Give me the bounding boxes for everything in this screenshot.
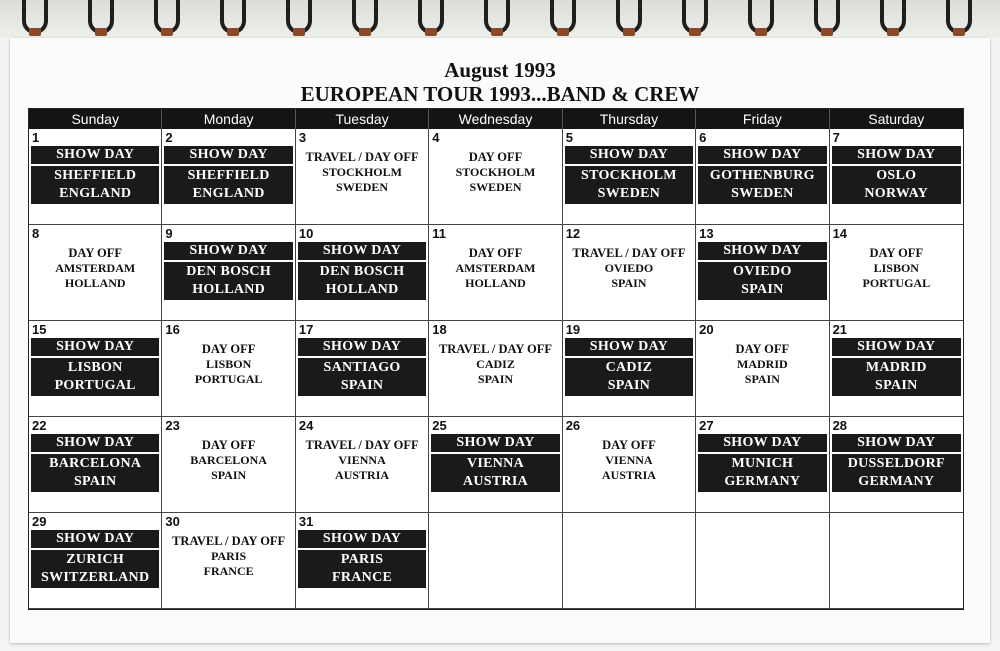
day-number: 23 (165, 418, 180, 433)
country-name: SPAIN (611, 276, 647, 290)
day-number: 9 (165, 226, 173, 241)
show-location (298, 550, 426, 588)
binding-ring (154, 0, 180, 34)
city-name: LISBON (205, 357, 252, 371)
off-day-details (162, 530, 294, 579)
binding-ring (814, 0, 840, 34)
show-location (698, 262, 826, 300)
weekday-wednesday: Wednesday (429, 109, 562, 129)
title-block (10, 58, 990, 106)
day-cell (830, 129, 963, 225)
day-cell (296, 417, 429, 513)
country-name: AUSTRIA (462, 474, 529, 489)
day-off-label: DAY OFF (201, 438, 256, 452)
off-day-details (429, 242, 561, 291)
day-cell (696, 225, 829, 321)
show-location (164, 262, 292, 300)
day-number: 28 (832, 418, 848, 433)
day-number: 24 (298, 418, 314, 433)
country-name: SWEDEN (731, 186, 794, 201)
day-number: 11 (432, 226, 447, 241)
day-number: 10 (298, 226, 314, 241)
country-name: GERMANY (724, 474, 801, 489)
city-name: BARCELONA (190, 453, 267, 467)
day-number: 27 (699, 418, 714, 433)
off-day-details (563, 242, 695, 291)
off-day-details (429, 146, 561, 195)
city-name: MADRID (737, 357, 788, 371)
country-name: SWEDEN (336, 180, 389, 194)
show-day-label: SHOW DAY (298, 338, 426, 356)
binding-ring (88, 0, 114, 34)
show-day-label: SHOW DAY (164, 242, 292, 260)
city-name: PARIS (211, 549, 247, 563)
show-day-label: SHOW DAY (31, 530, 159, 548)
day-off-label: DAY OFF (602, 438, 656, 452)
day-off-label: DAY OFF (468, 246, 523, 260)
country-name: PORTUGAL (862, 276, 931, 290)
show-location (698, 454, 826, 492)
day-cell (696, 321, 829, 417)
day-number: 29 (32, 514, 47, 529)
show-day-label: SHOW DAY (832, 434, 961, 452)
day-number: 20 (699, 322, 714, 337)
binding-ring (418, 0, 444, 34)
day-number: 26 (565, 418, 581, 433)
show-day-label: SHOW DAY (298, 242, 426, 260)
show-location (832, 454, 961, 492)
country-name: SPAIN (340, 378, 384, 393)
country-name: PORTUGAL (194, 372, 263, 386)
day-off-label: DAY OFF (735, 342, 790, 356)
city-name: VIENNA (605, 453, 653, 467)
day-number: 5 (565, 130, 573, 145)
day-number: 19 (565, 322, 581, 337)
off-day-details (162, 434, 294, 483)
empty-day-cell (429, 513, 562, 609)
off-day-details (830, 242, 963, 291)
day-number: 15 (32, 322, 47, 337)
city-name: CADIZ (476, 357, 515, 371)
binding-ring (484, 0, 510, 34)
day-cell (696, 129, 829, 225)
show-day-label: SHOW DAY (31, 146, 159, 164)
city-name: VIENNA (466, 456, 524, 471)
off-day-details (162, 338, 294, 387)
spiral-binding (0, 0, 1000, 38)
day-number: 4 (432, 130, 440, 145)
off-day-details (29, 242, 161, 291)
binding-ring (682, 0, 708, 34)
day-off-label: TRAVEL / DAY OFF (172, 534, 286, 548)
day-number: 14 (832, 226, 848, 241)
day-cell (29, 225, 162, 321)
day-cell (162, 513, 295, 609)
country-name: SPAIN (875, 378, 918, 393)
country-name: FRANCE (331, 570, 393, 585)
day-cell (830, 417, 963, 513)
day-number: 31 (298, 514, 314, 529)
city-name: OVIEDO (733, 264, 792, 279)
show-location (298, 358, 426, 396)
country-name: AUSTRIA (601, 468, 656, 482)
show-day-label: SHOW DAY (31, 338, 159, 356)
day-cell (563, 225, 696, 321)
day-number: 17 (298, 322, 314, 337)
off-day-details (696, 338, 828, 387)
day-off-label: DAY OFF (201, 342, 256, 356)
day-number: 7 (832, 130, 840, 145)
show-day-label: SHOW DAY (565, 146, 693, 164)
city-name: AMSTERDAM (55, 261, 136, 275)
country-name: HOLLAND (192, 282, 266, 297)
show-day-label: SHOW DAY (698, 242, 826, 260)
day-off-label: TRAVEL / DAY OFF (305, 438, 419, 452)
day-cell (162, 321, 295, 417)
show-location (698, 166, 826, 204)
show-location (164, 166, 292, 204)
country-name: SPAIN (211, 468, 247, 482)
off-day-details (563, 434, 695, 483)
binding-ring (616, 0, 642, 34)
day-cell (29, 321, 162, 417)
binding-ring (748, 0, 774, 34)
city-name: ZURICH (66, 552, 125, 567)
day-cell (296, 513, 429, 609)
city-name: MADRID (865, 360, 927, 375)
off-day-details (296, 434, 428, 483)
city-name: VIENNA (338, 453, 386, 467)
day-number: 1 (32, 130, 40, 145)
empty-day-cell (830, 513, 963, 609)
day-number: 30 (165, 514, 180, 529)
binding-ring (880, 0, 906, 34)
show-location (298, 262, 426, 300)
off-day-details (429, 338, 561, 387)
day-number: 13 (699, 226, 714, 241)
page-subtitle: EUROPEAN TOUR 1993...BAND & CREW (300, 82, 700, 106)
binding-ring (220, 0, 246, 34)
day-number: 21 (832, 322, 848, 337)
city-name: LISBON (873, 261, 919, 275)
show-day-label: SHOW DAY (31, 434, 159, 452)
show-location (31, 550, 159, 588)
day-cell (563, 417, 696, 513)
day-number: 12 (565, 226, 581, 241)
show-day-label: SHOW DAY (298, 530, 426, 548)
weekday-sunday: Sunday (29, 109, 162, 129)
show-day-label: SHOW DAY (832, 146, 961, 164)
day-off-label: TRAVEL / DAY OFF (572, 246, 686, 260)
calendar-grid (28, 108, 964, 610)
weekday-saturday: Saturday (868, 111, 925, 127)
country-name: HOLLAND (465, 276, 526, 290)
country-name: FRANCE (203, 564, 254, 578)
country-name: SPAIN (744, 372, 780, 386)
city-name: STOCKHOLM (581, 168, 677, 183)
day-off-label: DAY OFF (468, 150, 523, 164)
day-cell (162, 225, 295, 321)
country-name: SWEDEN (597, 186, 661, 201)
show-location (31, 454, 159, 492)
country-name: GERMANY (858, 474, 935, 489)
day-cell (29, 513, 162, 609)
binding-ring (946, 0, 972, 34)
show-location (832, 166, 961, 204)
city-name: MUNICH (731, 456, 794, 471)
binding-ring (352, 0, 378, 34)
country-name: ENGLAND (192, 186, 265, 201)
day-cell (563, 129, 696, 225)
day-number: 3 (298, 130, 307, 145)
weekday-tuesday: Tuesday (296, 109, 429, 129)
day-cell (162, 129, 295, 225)
day-number: 6 (699, 130, 707, 145)
city-name: GOTHENBURG (709, 168, 815, 183)
show-location (31, 166, 159, 204)
weekday-monday: Monday (162, 109, 295, 129)
day-cell (162, 417, 295, 513)
city-name: SHEFFIELD (187, 168, 270, 183)
country-name: PORTUGAL (54, 378, 136, 393)
day-off-label: DAY OFF (869, 246, 924, 260)
show-location (431, 454, 559, 492)
show-location (565, 166, 693, 204)
show-day-label: SHOW DAY (164, 146, 292, 164)
city-name: STOCKHOLM (322, 165, 402, 179)
day-cell (429, 129, 562, 225)
binding-ring (286, 0, 312, 34)
weekday-header-row (29, 109, 963, 129)
day-number: 22 (32, 418, 47, 433)
show-day-label: SHOW DAY (565, 338, 693, 356)
show-day-label: SHOW DAY (698, 146, 826, 164)
calendar-page (10, 38, 990, 643)
page-title: August 1993 (444, 58, 556, 82)
day-off-label: DAY OFF (68, 246, 122, 260)
day-cell (29, 129, 162, 225)
day-cell (696, 417, 829, 513)
city-name: PARIS (340, 552, 384, 567)
country-name: NORWAY (864, 186, 929, 201)
day-cell (29, 417, 162, 513)
city-name: SANTIAGO (323, 360, 401, 375)
country-name: SWITZERLAND (41, 570, 150, 585)
country-name: SPAIN (607, 378, 651, 393)
weekday-thursday: Thursday (563, 109, 696, 129)
city-name: AMSTERDAM (455, 261, 536, 275)
day-number: 16 (165, 322, 180, 337)
city-name: DEN BOSCH (319, 264, 405, 279)
show-location (565, 358, 693, 396)
day-cell (830, 321, 963, 417)
day-cell (296, 321, 429, 417)
day-cell (429, 417, 562, 513)
day-cell (296, 225, 429, 321)
binding-ring (22, 0, 48, 34)
day-number: 25 (432, 418, 447, 433)
city-name: CADIZ (605, 360, 653, 375)
off-day-details (296, 146, 428, 195)
country-name: SWEDEN (469, 180, 522, 194)
day-cell (429, 225, 562, 321)
day-off-label: TRAVEL / DAY OFF (438, 342, 553, 356)
show-day-label: SHOW DAY (431, 434, 559, 452)
country-name: ENGLAND (59, 186, 132, 201)
empty-day-cell (563, 513, 696, 609)
country-name: SPAIN (73, 474, 117, 489)
empty-day-cell (696, 513, 829, 609)
city-name: DEN BOSCH (186, 264, 272, 279)
day-cell (563, 321, 696, 417)
day-number: 2 (165, 130, 173, 145)
day-cell (429, 321, 562, 417)
city-name: LISBON (67, 360, 123, 375)
day-cell (296, 129, 429, 225)
city-name: OVIEDO (604, 261, 654, 275)
day-cells (29, 129, 963, 609)
city-name: STOCKHOLM (455, 165, 536, 179)
day-cell (830, 225, 963, 321)
country-name: SPAIN (741, 282, 784, 297)
country-name: HOLLAND (325, 282, 399, 297)
day-number: 18 (432, 322, 447, 337)
country-name: SPAIN (477, 372, 514, 386)
country-name: HOLLAND (64, 276, 126, 290)
day-number: 8 (32, 226, 40, 241)
weekday-friday: Friday (696, 109, 829, 129)
city-name: DUSSELDORF (847, 456, 945, 471)
show-location (832, 358, 961, 396)
day-off-label: TRAVEL / DAY OFF (305, 150, 419, 164)
show-location (31, 358, 159, 396)
show-day-label: SHOW DAY (698, 434, 826, 452)
country-name: AUSTRIA (335, 468, 390, 482)
show-day-label: SHOW DAY (832, 338, 961, 356)
city-name: BARCELONA (49, 456, 142, 471)
binding-ring (550, 0, 576, 34)
city-name: OSLO (876, 168, 917, 183)
city-name: SHEFFIELD (54, 168, 137, 183)
